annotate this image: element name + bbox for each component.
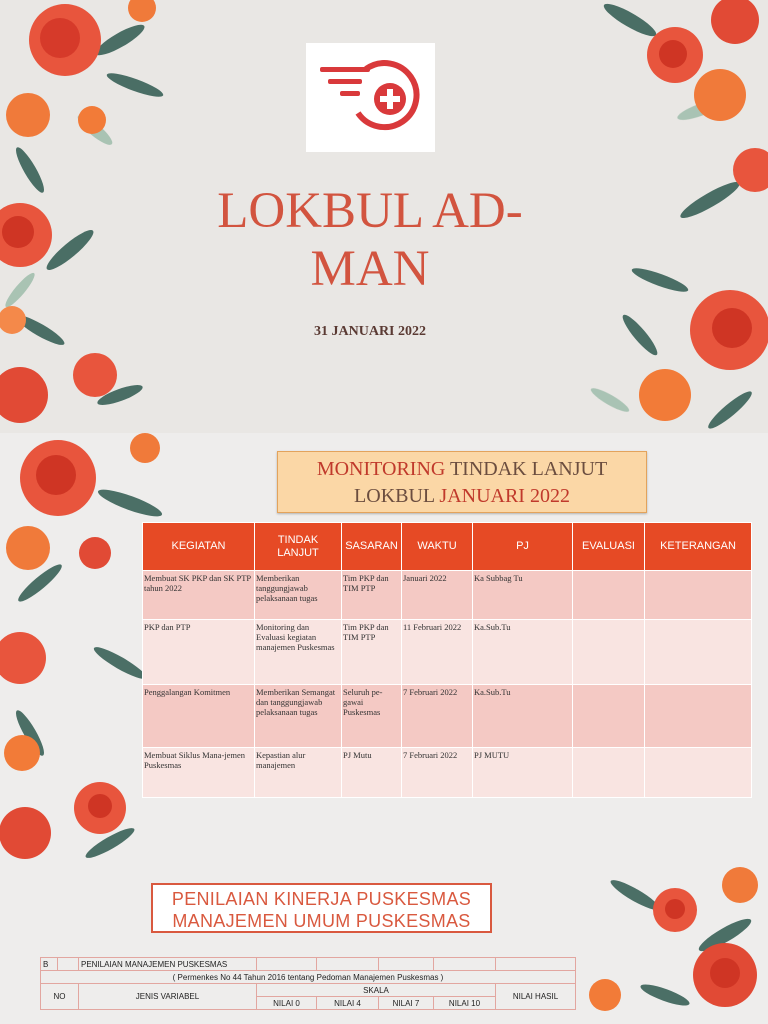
column-header: TINDAK LANJUT — [255, 523, 342, 571]
table-cell: Penggalangan Komitmen — [143, 685, 255, 748]
monitoring-slide — [0, 433, 768, 865]
table-cell — [496, 958, 576, 971]
table-cell — [645, 620, 752, 685]
penilaian-title-line2: MANAJEMEN UMUM PUSKESMAS — [172, 911, 471, 931]
table-row — [143, 620, 752, 685]
table-cell: 7 Februari 2022 — [402, 748, 473, 798]
penilaian-table — [40, 957, 576, 1010]
column-header: NILAI HASIL — [496, 984, 576, 1010]
table-cell: Ka Subbag Tu — [473, 571, 573, 620]
table-cell: Tim PKP dan TIM PTP — [342, 620, 402, 685]
table-cell — [58, 958, 79, 971]
table-cell: 7 Februari 2022 — [402, 685, 473, 748]
column-header: KEGIATAN — [143, 523, 255, 571]
column-header: JENIS VARIABEL — [79, 984, 257, 1010]
logo-box — [306, 43, 435, 152]
table-cell: Ka.Sub.Tu — [473, 685, 573, 748]
monitoring-title-line1 — [278, 456, 646, 483]
monitoring-title-line2 — [278, 483, 646, 510]
table-header-row — [143, 523, 752, 571]
monitoring-title-highlight: MONITORING — [316, 458, 446, 480]
table-row — [143, 685, 752, 748]
table-cell — [573, 748, 645, 798]
column-header: NILAI 7 — [379, 997, 434, 1010]
table-cell: Seluruh pe-gawai Puskesmas — [342, 685, 402, 748]
table-cell — [645, 685, 752, 748]
table-cell: Januari 2022 — [402, 571, 473, 620]
table-row — [41, 971, 576, 984]
section-code: B — [41, 958, 58, 971]
monitoring-title-text: TINDAK LANJUT — [445, 458, 608, 480]
table-cell — [645, 571, 752, 620]
table-cell — [645, 748, 752, 798]
monitoring-table — [142, 522, 752, 798]
monitoring-title-box — [277, 451, 647, 513]
table-cell: Ka.Sub.Tu — [473, 620, 573, 685]
table-row — [143, 748, 752, 798]
table-cell: Memberikan tanggungjawab pelaksanaan tugas — [255, 571, 342, 620]
penilaian-title-line1: PENILAIAN KINERJA PUSKESMAS — [171, 889, 472, 909]
monitoring-title-highlight: JANUARI 2022 — [439, 485, 570, 507]
table-cell: Membuat Siklus Mana-jemen Puskesmas — [143, 748, 255, 798]
floral-border-left-decoration — [0, 0, 170, 433]
floral-border-right-decoration — [570, 0, 768, 433]
table-cell — [317, 958, 379, 971]
monitoring-title-text: LOKBUL — [354, 485, 440, 507]
floral-border-right-decoration — [575, 865, 768, 1024]
hospital-cross-speed-logo-icon — [306, 43, 435, 152]
table-row — [143, 571, 752, 620]
table-cell — [379, 958, 434, 971]
table-row — [41, 958, 576, 971]
penilaian-slide — [0, 865, 768, 1024]
table-cell: Monitoring dan Evaluasi kegiatan manajemen Puskesmas — [255, 620, 342, 685]
cover-title: LOKBUL AD-MAN — [217, 183, 523, 297]
table-cell — [573, 685, 645, 748]
table-cell: PKP dan PTP — [143, 620, 255, 685]
table-cell: Tim PKP dan TIM PTP — [342, 571, 402, 620]
column-header: NILAI 10 — [434, 997, 496, 1010]
table-cell — [573, 571, 645, 620]
table-cell — [257, 958, 317, 971]
column-header: SKALA — [257, 984, 496, 997]
table-cell: Kepastian alur manajemen — [255, 748, 342, 798]
column-header: PJ — [473, 523, 573, 571]
table-cell — [434, 958, 496, 971]
column-header: NILAI 4 — [317, 997, 379, 1010]
table-cell: 11 Februari 2022 — [402, 620, 473, 685]
cover-date: 31 JANUARI 2022 — [314, 324, 426, 339]
table-cell: Membuat SK PKP dan SK PTP tahun 2022 — [143, 571, 255, 620]
table-cell: PJ Mutu — [342, 748, 402, 798]
column-header: KETERANGAN — [645, 523, 752, 571]
reference-note: ( Permenkes No 44 Tahun 2016 tentang Pedoman Manajemen Puskesmas ) — [41, 971, 576, 984]
column-header: SASARAN — [342, 523, 402, 571]
column-header: EVALUASI — [573, 523, 645, 571]
table-header-row — [41, 984, 576, 997]
table-cell: PJ MUTU — [473, 748, 573, 798]
column-header: WAKTU — [402, 523, 473, 571]
cover-slide — [0, 0, 768, 433]
penilaian-title-box — [151, 883, 492, 933]
table-cell — [573, 620, 645, 685]
column-header: NILAI 0 — [257, 997, 317, 1010]
column-header: NO — [41, 984, 79, 1010]
section-title: PENILAIAN MANAJEMEN PUSKESMAS — [79, 958, 257, 971]
table-cell: Memberikan Semangat dan tanggungjawab pelaksanaan tugas — [255, 685, 342, 748]
